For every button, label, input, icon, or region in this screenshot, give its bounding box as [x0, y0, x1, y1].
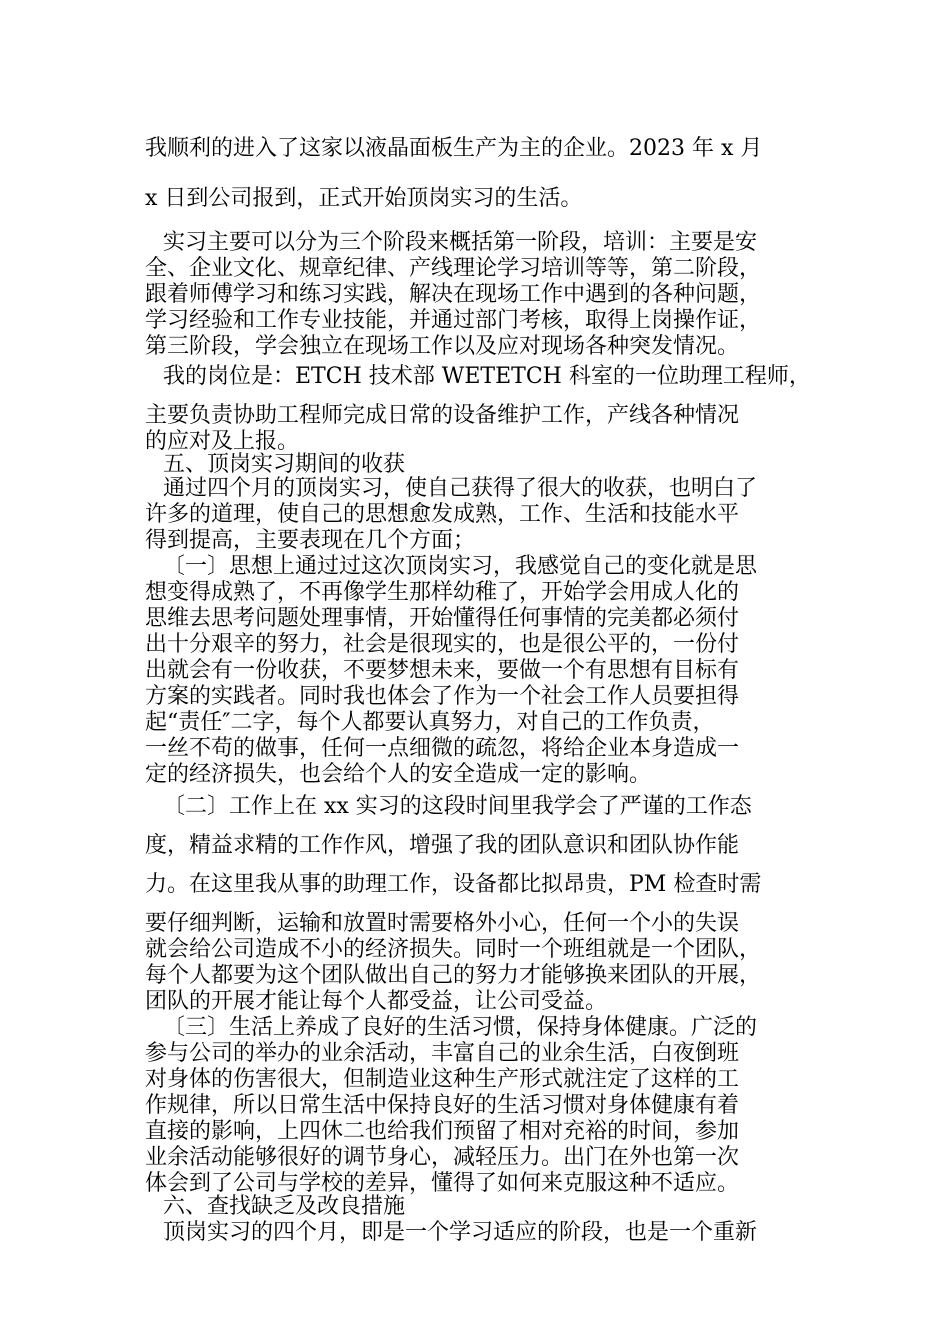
text-line: 得到提高，主要表现在几个方面；	[145, 528, 476, 553]
text-line: 跟着师傅学习和练习实践，解决在现场工作中遇到的各种问题，	[145, 282, 762, 307]
text-line: 作规律，所以日常生活中保持良好的生活习惯对身体健康有着	[145, 1093, 740, 1118]
text-line: 力。在这里我从事的助理工作，设备都比拟昂贵，PM 检查时需	[145, 872, 762, 897]
text-line: 通过四个月的顶岗实习，使自己获得了很大的收获，也明白了	[163, 476, 758, 501]
text-line: 定的经济损失，也会给个人的安全造成一定的影响。	[145, 762, 652, 787]
text-line: 第三阶段，学会独立在现场工作以及应对现场各种突发情况。	[145, 334, 740, 359]
text-line: 参与公司的举办的业余活动，丰富自己的业余生活，白夜倒班	[145, 1041, 740, 1066]
text-line: 出十分艰辛的努力，社会是很现实的，也是很公平的，一份付	[145, 632, 740, 657]
text-line: 方案的实践者。同时我也体会了作为一个社会工作人员要担得	[145, 684, 740, 709]
text-line: 就会给公司造成不小的经济损失。同时一个班组就是一个团队，	[145, 937, 762, 962]
text-line: 〔二〕工作上在 xx 实习的这段时间里我学会了严谨的工作态	[163, 794, 752, 819]
text-line: 我的岗位是：ETCH 技术部 WETETCH 科室的一位助理工程师，	[163, 364, 811, 389]
text-line: 起“责任″二字，每个人都要认真努力，对自己的工作负责，	[145, 710, 715, 735]
text-line: 全、企业文化、规章纪律、产线理论学习培训等等，第二阶段，	[145, 256, 762, 281]
text-line: 思维去思考问题处理事情，开始懂得任何事情的完美都必须付	[145, 606, 740, 631]
text-line: 体会到了公司与学校的差异，懂得了如何来克服这种不适应。	[145, 1171, 740, 1196]
text-line: 要仔细判断，运输和放置时需要格外小心，任何一个小的失误	[145, 911, 740, 936]
text-line: 我顺利的进入了这家以液晶面板生产为主的企业。2023 年 x 月	[145, 136, 763, 161]
text-line: 实习主要可以分为三个阶段来概括第一阶段，培训：主要是安	[163, 230, 758, 255]
text-line: 度，精益求精的工作作风，增强了我的团队意识和团队协作能	[145, 833, 740, 858]
text-line: 主要负责协助工程师完成日常的设备维护工作，产线各种情况	[145, 403, 740, 428]
section-heading: 六、查找缺乏及改良措施	[163, 1194, 406, 1219]
text-line: 学习经验和工作专业技能，并通过部门考核，取得上岗操作证，	[145, 308, 762, 333]
text-line: 的应对及上报。	[145, 429, 300, 454]
text-line: 一丝不苟的做事，任何一点细微的疏忽，将给企业本身造成一	[145, 736, 740, 761]
section-heading: 五、顶岗实习期间的收获	[163, 452, 406, 477]
text-line: 想变得成熟了，不再像学生那样幼稚了，开始学会用成人化的	[145, 580, 740, 605]
text-line: 出就会有一份收获，不要梦想未来，要做一个有思想有目标有	[145, 658, 740, 683]
text-line: 许多的道理，使自己的思想愈发成熟，工作、生活和技能水平	[145, 502, 740, 527]
text-line: 每个人都要为这个团队做出自己的努力才能够换来团队的开展，	[145, 963, 762, 988]
text-line: x 日到公司报到，正式开始顶岗实习的生活。	[145, 186, 583, 211]
text-line: 团队的开展才能让每个人都受益，让公司受益。	[145, 989, 608, 1014]
text-line: 〔一〕思想上通过过这次顶岗实习，我感觉自己的变化就是思	[163, 554, 758, 579]
text-line: 对身体的伤害很大，但制造业这种生产形式就注定了这样的工	[145, 1067, 740, 1092]
text-line: 〔三〕生活上养成了良好的生活习惯，保持身体健康。广泛的	[163, 1015, 758, 1040]
text-line: 业余活动能够很好的调节身心，减轻压力。出门在外也第一次	[145, 1145, 740, 1170]
text-line: 顶岗实习的四个月，即是一个学习适应的阶段，也是一个重新	[163, 1220, 758, 1245]
text-line: 直接的影响，上四休二也给我们预留了相对充裕的时间，参加	[145, 1119, 740, 1144]
